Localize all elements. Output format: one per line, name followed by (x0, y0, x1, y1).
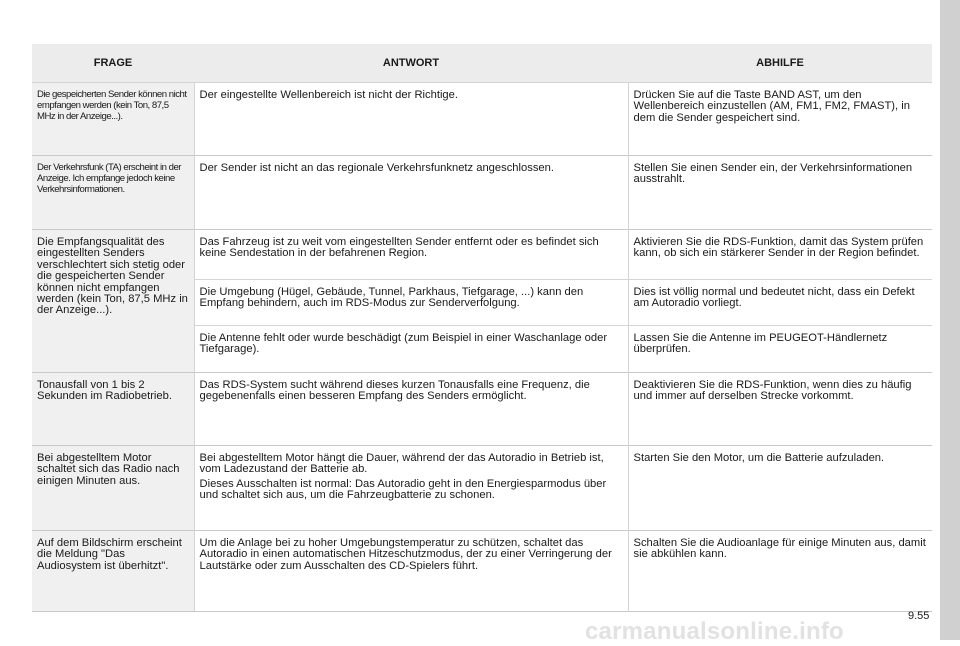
answer-paragraph: Dieses Ausschalten ist normal: Das Autoradio geht in den Energiesparmodus über und schaltet sich aus, um die Fahrzeugbatterie zu schonen. (199, 477, 607, 502)
question-cell: Die Empfangsqualität des eingestellten Senders verschlechtert sich stetig oder die gespeicherten Sender können nicht empfangen werden (kein Ton, 87,5 MHz in der Anzeige...). (32, 230, 194, 373)
remedy-cell: Dies ist völlig normal und bedeutet nicht, dass ein Defekt am Autoradio vorliegt. (628, 280, 932, 326)
header-remedy: ABHILFE (628, 44, 932, 83)
answer-cell: Der eingestellte Wellenbereich ist nicht der Richtige. (194, 83, 628, 156)
remedy-cell: Starten Sie den Motor, um die Batterie aufzuladen. (628, 446, 932, 531)
answer-paragraph: Bei abgestelltem Motor hängt die Dauer, während der das Autoradio in Betrieb ist, vom Ladezustand der Batterie ab. (199, 452, 604, 476)
question-cell: Tonausfall von 1 bis 2 Sekunden im Radiobetrieb. (32, 373, 194, 446)
question-cell: Bei abgestelltem Motor schaltet sich das Radio nach einigen Minuten aus. (32, 446, 194, 531)
remedy-cell: Deaktivieren Sie die RDS-Funktion, wenn dies zu häufig und immer auf derselben Strecke vorkommt. (628, 373, 932, 446)
page-number: 9.55 (908, 610, 930, 622)
page-side-strip (940, 0, 960, 640)
remedy-cell: Lassen Sie die Antenne im PEUGEOT-Händlernetz überprüfen. (628, 326, 932, 373)
table-row (32, 446, 932, 531)
remedy-cell: Aktivieren Sie die RDS-Funktion, damit das System prüfen kann, ob sich ein stärkerer Sender in der Region befindet. (628, 230, 932, 280)
answer-cell: Die Antenne fehlt oder wurde beschädigt (zum Beispiel in einer Waschanlage oder Tiefgarage). (194, 326, 628, 373)
table-header-row (32, 44, 932, 83)
question-cell: Die gespeicherten Sender können nicht empfangen werden (kein Ton, 87,5 MHz in der Anzeige...). (32, 83, 194, 156)
remedy-cell: Drücken Sie auf die Taste BAND AST, um den Wellenbereich einzustellen (AM, FM1, FM2, FMAST), in dem die Sender gespeichert sind. (628, 83, 932, 156)
troubleshooting-table (32, 44, 932, 612)
remedy-cell: Schalten Sie die Audioanlage für einige Minuten aus, damit sie abkühlen kann. (628, 531, 932, 612)
table-row (32, 531, 932, 612)
answer-cell: Das Fahrzeug ist zu weit vom eingestellten Sender entfernt oder es befindet sich keine Sendestation in der befahrenen Region. (194, 230, 628, 280)
watermark: carmanualsonline.info (585, 618, 844, 645)
answer-cell: Der Sender ist nicht an das regionale Verkehrsfunknetz angeschlossen. (194, 156, 628, 230)
remedy-cell: Stellen Sie einen Sender ein, der Verkehrsinformationen ausstrahlt. (628, 156, 932, 230)
header-question: FRAGE (32, 44, 194, 83)
table-row (32, 83, 932, 156)
question-cell: Der Verkehrsfunk (TA) erscheint in der Anzeige. Ich empfange jedoch keine Verkehrsinformationen. (32, 156, 194, 230)
header-answer: ANTWORT (194, 44, 628, 83)
table-row (32, 156, 932, 230)
answer-cell: Um die Anlage bei zu hoher Umgebungstemperatur zu schützen, schaltet das Autoradio in einen automatischen Hitzeschutzmodus, der zu einer Verringerung der Lautstärke oder zum Ausschalten des CD-Spielers führt. (194, 531, 628, 612)
answer-cell (194, 446, 628, 531)
answer-cell: Das RDS-System sucht während dieses kurzen Tonausfalls eine Frequenz, die gegebenenfalls einen besseren Empfang des Senders ermöglicht. (194, 373, 628, 446)
answer-cell: Die Umgebung (Hügel, Gebäude, Tunnel, Parkhaus, Tiefgarage, ...) kann den Empfang behindern, auch im RDS-Modus zur Senderverfolgung. (194, 280, 628, 326)
question-cell: Auf dem Bildschirm erscheint die Meldung "Das Audiosystem ist überhitzt". (32, 531, 194, 612)
table-row (32, 230, 932, 280)
table-row (32, 373, 932, 446)
